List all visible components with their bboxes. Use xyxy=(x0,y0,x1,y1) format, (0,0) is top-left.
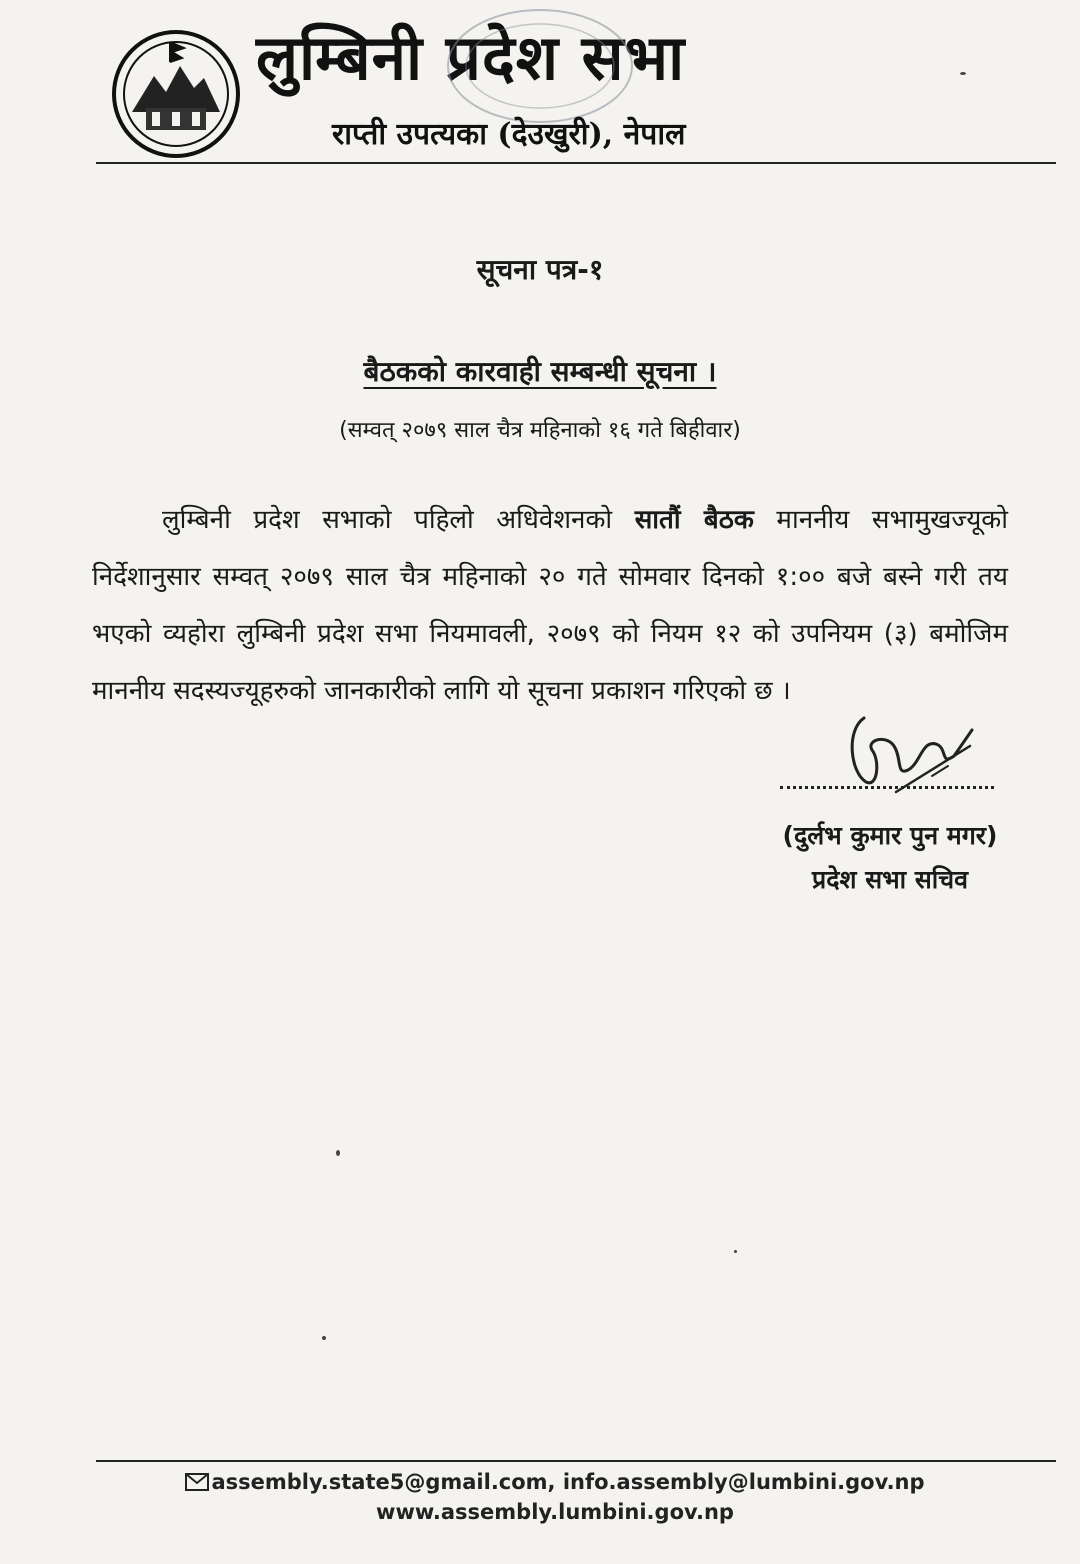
scan-speck xyxy=(322,1336,326,1340)
footer-website: www.assembly.lumbini.gov.np xyxy=(376,1500,734,1524)
notice-body xyxy=(92,492,1008,720)
body-text-end: माननीय सभामुखज्यूको निर्देशानुसार सम्वत् २०७९ साल चैत्र महिनाको २० गते सोमवार दिनको १:०० बजे बस्ने गरी तय भएको व्यहोरा लुम्बिनी प्रदेश सभा नियमावली, २०७९ को नियम १२ को उपनियम (३) बमोजिम माननीय सदस्यज्यूहरुको जानकारीको लागि यो सूचना प्रकाशन गरिएको छ । xyxy=(92,505,1008,706)
signature-line xyxy=(780,786,994,789)
header-divider xyxy=(96,162,1056,164)
scan-speck xyxy=(960,72,966,75)
signatory-name: (दुर्लभ कुमार पुन मगर) xyxy=(782,821,998,850)
footer-email-text: assembly.state5@gmail.com, info.assembly@lumbini.gov.np xyxy=(211,1470,925,1494)
body-text-start: लुम्बिनी प्रदेश सभाको पहिलो अधिवेशनको xyxy=(162,505,635,535)
scan-speck xyxy=(734,1250,737,1253)
envelope-icon xyxy=(185,1473,209,1491)
notice-subject-text: बैठकको कारवाही सम्बन्धी सूचना । xyxy=(363,355,717,388)
notice-date: (सम्वत् २०७९ साल चैत्र महिनाको १६ गते बिहीवार) xyxy=(339,418,741,443)
nepal-emblem-icon xyxy=(110,28,242,160)
scan-speck xyxy=(336,1150,340,1156)
footer-divider xyxy=(96,1460,1056,1462)
footer-emails xyxy=(0,1470,1080,1494)
handwritten-signature xyxy=(836,700,986,800)
notice-number: सूचना पत्र-१ xyxy=(476,253,604,286)
organization-title: लुम्बिनी प्रदेश सभा xyxy=(256,21,686,94)
body-text-highlight: सातौं बैठक xyxy=(634,505,754,535)
organization-location: राप्ती उपत्यका (देउखुरी), नेपाल xyxy=(332,117,686,152)
notice-subject xyxy=(0,352,1080,390)
signatory-title: प्रदेश सभा सचिव xyxy=(811,865,968,894)
